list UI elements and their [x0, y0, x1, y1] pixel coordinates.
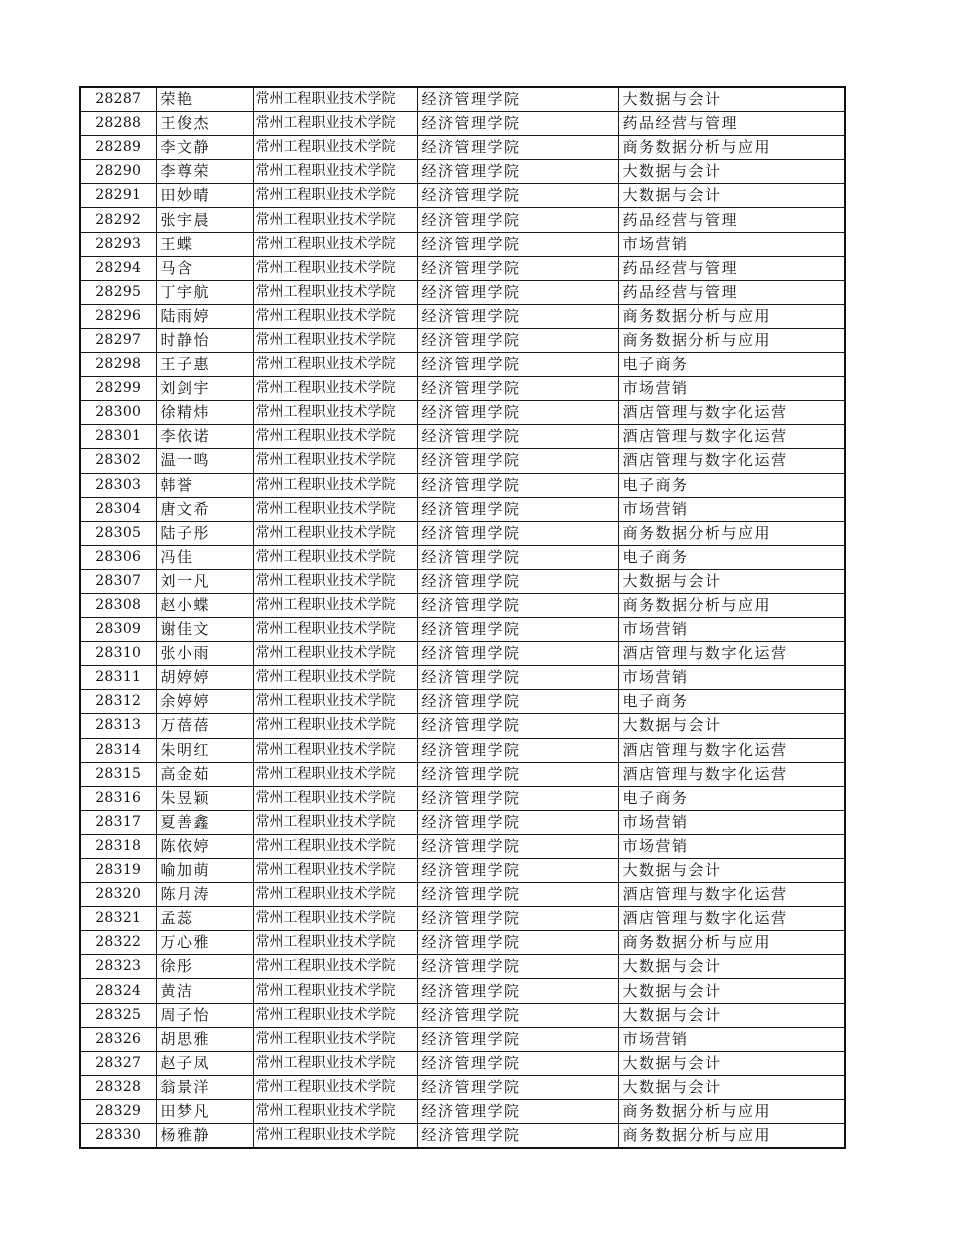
- college-cell: 经济管理学院: [417, 642, 618, 666]
- school-cell: 常州工程职业技术学院: [253, 1124, 417, 1149]
- college-cell: 经济管理学院: [417, 449, 618, 473]
- school-cell: 常州工程职业技术学院: [253, 304, 417, 328]
- college-cell: 经济管理学院: [417, 377, 618, 401]
- college-cell: 经济管理学院: [417, 593, 618, 617]
- school-cell: 常州工程职业技术学院: [253, 160, 417, 184]
- student-name-cell: 王俊杰: [156, 112, 253, 136]
- major-cell: 酒店管理与数字化运营: [618, 762, 845, 786]
- student-list-body: [80, 87, 845, 1148]
- school-cell: 常州工程职业技术学院: [253, 1051, 417, 1075]
- table-row: [80, 642, 845, 666]
- table-row: [80, 473, 845, 497]
- record-number-cell: 28320: [80, 883, 156, 907]
- table-row: [80, 1075, 845, 1099]
- table-row: [80, 328, 845, 352]
- college-cell: 经济管理学院: [417, 521, 618, 545]
- table-row: [80, 112, 845, 136]
- school-cell: 常州工程职业技术学院: [253, 401, 417, 425]
- student-name-cell: 时静怡: [156, 328, 253, 352]
- student-name-cell: 徐精炜: [156, 401, 253, 425]
- student-name-cell: 朱明红: [156, 738, 253, 762]
- school-cell: 常州工程职业技术学院: [253, 208, 417, 232]
- student-name-cell: 张宇晨: [156, 208, 253, 232]
- college-cell: 经济管理学院: [417, 979, 618, 1003]
- student-name-cell: 夏善鑫: [156, 810, 253, 834]
- college-cell: 经济管理学院: [417, 810, 618, 834]
- college-cell: 经济管理学院: [417, 304, 618, 328]
- school-cell: 常州工程职业技术学院: [253, 425, 417, 449]
- student-name-cell: 胡婷婷: [156, 666, 253, 690]
- college-cell: 经济管理学院: [417, 136, 618, 160]
- major-cell: 大数据与会计: [618, 714, 845, 738]
- record-number-cell: 28307: [80, 569, 156, 593]
- college-cell: 经济管理学院: [417, 256, 618, 280]
- record-number-cell: 28288: [80, 112, 156, 136]
- record-number-cell: 28295: [80, 280, 156, 304]
- major-cell: 大数据与会计: [618, 87, 845, 112]
- student-name-cell: 丁宇航: [156, 280, 253, 304]
- school-cell: 常州工程职业技术学院: [253, 473, 417, 497]
- school-cell: 常州工程职业技术学院: [253, 1027, 417, 1051]
- student-name-cell: 杨雅静: [156, 1124, 253, 1149]
- table-row: [80, 377, 845, 401]
- record-number-cell: 28287: [80, 87, 156, 112]
- school-cell: 常州工程职业技术学院: [253, 834, 417, 858]
- table-row: [80, 1051, 845, 1075]
- school-cell: 常州工程职业技术学院: [253, 1003, 417, 1027]
- table-row: [80, 834, 845, 858]
- table-row: [80, 184, 845, 208]
- major-cell: 药品经营与管理: [618, 112, 845, 136]
- student-name-cell: 田妙晴: [156, 184, 253, 208]
- college-cell: 经济管理学院: [417, 425, 618, 449]
- table-row: [80, 160, 845, 184]
- student-name-cell: 孟蕊: [156, 907, 253, 931]
- college-cell: 经济管理学院: [417, 401, 618, 425]
- college-cell: 经济管理学院: [417, 353, 618, 377]
- student-name-cell: 胡思雅: [156, 1027, 253, 1051]
- student-name-cell: 高金茹: [156, 762, 253, 786]
- major-cell: 大数据与会计: [618, 160, 845, 184]
- major-cell: 药品经营与管理: [618, 256, 845, 280]
- record-number-cell: 28318: [80, 834, 156, 858]
- major-cell: 电子商务: [618, 690, 845, 714]
- student-name-cell: 周子怡: [156, 1003, 253, 1027]
- major-cell: 商务数据分析与应用: [618, 136, 845, 160]
- school-cell: 常州工程职业技术学院: [253, 328, 417, 352]
- table-row: [80, 979, 845, 1003]
- major-cell: 市场营销: [618, 497, 845, 521]
- major-cell: 大数据与会计: [618, 569, 845, 593]
- student-name-cell: 余婷婷: [156, 690, 253, 714]
- student-name-cell: 陈月涛: [156, 883, 253, 907]
- major-cell: 市场营销: [618, 618, 845, 642]
- student-name-cell: 田梦凡: [156, 1099, 253, 1123]
- record-number-cell: 28327: [80, 1051, 156, 1075]
- student-name-cell: 李依诺: [156, 425, 253, 449]
- table-row: [80, 401, 845, 425]
- table-row: [80, 425, 845, 449]
- college-cell: 经济管理学院: [417, 714, 618, 738]
- school-cell: 常州工程职业技术学院: [253, 738, 417, 762]
- record-number-cell: 28316: [80, 786, 156, 810]
- student-name-cell: 陆子彤: [156, 521, 253, 545]
- college-cell: 经济管理学院: [417, 1075, 618, 1099]
- school-cell: 常州工程职业技术学院: [253, 907, 417, 931]
- student-name-cell: 喻加萌: [156, 859, 253, 883]
- record-number-cell: 28323: [80, 955, 156, 979]
- table-row: [80, 497, 845, 521]
- school-cell: 常州工程职业技术学院: [253, 666, 417, 690]
- major-cell: 大数据与会计: [618, 979, 845, 1003]
- student-name-cell: 刘剑宇: [156, 377, 253, 401]
- student-name-cell: 徐彤: [156, 955, 253, 979]
- major-cell: 商务数据分析与应用: [618, 1099, 845, 1123]
- college-cell: 经济管理学院: [417, 87, 618, 112]
- major-cell: 市场营销: [618, 232, 845, 256]
- record-number-cell: 28303: [80, 473, 156, 497]
- college-cell: 经济管理学院: [417, 1027, 618, 1051]
- table-row: [80, 762, 845, 786]
- college-cell: 经济管理学院: [417, 955, 618, 979]
- college-cell: 经济管理学院: [417, 280, 618, 304]
- table-row: [80, 1124, 845, 1149]
- table-row: [80, 931, 845, 955]
- major-cell: 市场营销: [618, 1027, 845, 1051]
- school-cell: 常州工程职业技术学院: [253, 136, 417, 160]
- student-name-cell: 赵子凤: [156, 1051, 253, 1075]
- school-cell: 常州工程职业技术学院: [253, 521, 417, 545]
- student-name-cell: 黄洁: [156, 979, 253, 1003]
- record-number-cell: 28319: [80, 859, 156, 883]
- table-row: [80, 859, 845, 883]
- student-name-cell: 陆雨婷: [156, 304, 253, 328]
- record-number-cell: 28328: [80, 1075, 156, 1099]
- major-cell: 酒店管理与数字化运营: [618, 642, 845, 666]
- school-cell: 常州工程职业技术学院: [253, 593, 417, 617]
- college-cell: 经济管理学院: [417, 786, 618, 810]
- major-cell: 市场营销: [618, 666, 845, 690]
- table-row: [80, 304, 845, 328]
- student-name-cell: 荣艳: [156, 87, 253, 112]
- record-number-cell: 28308: [80, 593, 156, 617]
- college-cell: 经济管理学院: [417, 618, 618, 642]
- school-cell: 常州工程职业技术学院: [253, 353, 417, 377]
- major-cell: 市场营销: [618, 810, 845, 834]
- school-cell: 常州工程职业技术学院: [253, 497, 417, 521]
- record-number-cell: 28329: [80, 1099, 156, 1123]
- table-row: [80, 786, 845, 810]
- college-cell: 经济管理学院: [417, 690, 618, 714]
- major-cell: 大数据与会计: [618, 1075, 845, 1099]
- student-name-cell: 朱昱颖: [156, 786, 253, 810]
- record-number-cell: 28302: [80, 449, 156, 473]
- college-cell: 经济管理学院: [417, 160, 618, 184]
- school-cell: 常州工程职业技术学院: [253, 232, 417, 256]
- table-row: [80, 449, 845, 473]
- major-cell: 大数据与会计: [618, 955, 845, 979]
- student-name-cell: 翁景洋: [156, 1075, 253, 1099]
- major-cell: 酒店管理与数字化运营: [618, 425, 845, 449]
- record-number-cell: 28294: [80, 256, 156, 280]
- record-number-cell: 28296: [80, 304, 156, 328]
- major-cell: 市场营销: [618, 834, 845, 858]
- college-cell: 经济管理学院: [417, 666, 618, 690]
- college-cell: 经济管理学院: [417, 859, 618, 883]
- record-number-cell: 28299: [80, 377, 156, 401]
- college-cell: 经济管理学院: [417, 1003, 618, 1027]
- school-cell: 常州工程职业技术学院: [253, 931, 417, 955]
- college-cell: 经济管理学院: [417, 569, 618, 593]
- record-number-cell: 28293: [80, 232, 156, 256]
- table-row: [80, 714, 845, 738]
- major-cell: 电子商务: [618, 353, 845, 377]
- table-row: [80, 955, 845, 979]
- college-cell: 经济管理学院: [417, 232, 618, 256]
- student-name-cell: 陈依婷: [156, 834, 253, 858]
- student-name-cell: 韩誉: [156, 473, 253, 497]
- school-cell: 常州工程职业技术学院: [253, 545, 417, 569]
- school-cell: 常州工程职业技术学院: [253, 1075, 417, 1099]
- student-name-cell: 万蓓蓓: [156, 714, 253, 738]
- college-cell: 经济管理学院: [417, 208, 618, 232]
- school-cell: 常州工程职业技术学院: [253, 955, 417, 979]
- record-number-cell: 28330: [80, 1124, 156, 1149]
- record-number-cell: 28313: [80, 714, 156, 738]
- table-row: [80, 1099, 845, 1123]
- college-cell: 经济管理学院: [417, 1099, 618, 1123]
- student-name-cell: 李尊荣: [156, 160, 253, 184]
- college-cell: 经济管理学院: [417, 112, 618, 136]
- record-number-cell: 28315: [80, 762, 156, 786]
- school-cell: 常州工程职业技术学院: [253, 377, 417, 401]
- table-row: [80, 907, 845, 931]
- table-row: [80, 232, 845, 256]
- school-cell: 常州工程职业技术学院: [253, 762, 417, 786]
- student-name-cell: 冯佳: [156, 545, 253, 569]
- record-number-cell: 28297: [80, 328, 156, 352]
- table-row: [80, 256, 845, 280]
- major-cell: 市场营销: [618, 377, 845, 401]
- record-number-cell: 28301: [80, 425, 156, 449]
- record-number-cell: 28312: [80, 690, 156, 714]
- major-cell: 药品经营与管理: [618, 280, 845, 304]
- record-number-cell: 28298: [80, 353, 156, 377]
- table-row: [80, 545, 845, 569]
- major-cell: 电子商务: [618, 473, 845, 497]
- major-cell: 商务数据分析与应用: [618, 1124, 845, 1149]
- school-cell: 常州工程职业技术学院: [253, 618, 417, 642]
- record-number-cell: 28321: [80, 907, 156, 931]
- college-cell: 经济管理学院: [417, 907, 618, 931]
- record-number-cell: 28310: [80, 642, 156, 666]
- major-cell: 酒店管理与数字化运营: [618, 907, 845, 931]
- major-cell: 电子商务: [618, 545, 845, 569]
- college-cell: 经济管理学院: [417, 473, 618, 497]
- record-number-cell: 28325: [80, 1003, 156, 1027]
- record-number-cell: 28311: [80, 666, 156, 690]
- school-cell: 常州工程职业技术学院: [253, 256, 417, 280]
- college-cell: 经济管理学院: [417, 1051, 618, 1075]
- college-cell: 经济管理学院: [417, 762, 618, 786]
- table-row: [80, 208, 845, 232]
- school-cell: 常州工程职业技术学院: [253, 449, 417, 473]
- record-number-cell: 28322: [80, 931, 156, 955]
- record-number-cell: 28290: [80, 160, 156, 184]
- college-cell: 经济管理学院: [417, 883, 618, 907]
- school-cell: 常州工程职业技术学院: [253, 642, 417, 666]
- record-number-cell: 28289: [80, 136, 156, 160]
- student-name-cell: 李文静: [156, 136, 253, 160]
- student-name-cell: 温一鸣: [156, 449, 253, 473]
- major-cell: 酒店管理与数字化运营: [618, 401, 845, 425]
- major-cell: 商务数据分析与应用: [618, 931, 845, 955]
- school-cell: 常州工程职业技术学院: [253, 810, 417, 834]
- school-cell: 常州工程职业技术学院: [253, 859, 417, 883]
- student-name-cell: 万心雅: [156, 931, 253, 955]
- table-row: [80, 1003, 845, 1027]
- school-cell: 常州工程职业技术学院: [253, 280, 417, 304]
- major-cell: 大数据与会计: [618, 1051, 845, 1075]
- table-row: [80, 810, 845, 834]
- major-cell: 商务数据分析与应用: [618, 593, 845, 617]
- major-cell: 商务数据分析与应用: [618, 521, 845, 545]
- college-cell: 经济管理学院: [417, 328, 618, 352]
- college-cell: 经济管理学院: [417, 931, 618, 955]
- student-name-cell: 赵小蝶: [156, 593, 253, 617]
- school-cell: 常州工程职业技术学院: [253, 112, 417, 136]
- college-cell: 经济管理学院: [417, 497, 618, 521]
- table-row: [80, 690, 845, 714]
- table-row: [80, 593, 845, 617]
- record-number-cell: 28300: [80, 401, 156, 425]
- college-cell: 经济管理学院: [417, 834, 618, 858]
- school-cell: 常州工程职业技术学院: [253, 690, 417, 714]
- school-cell: 常州工程职业技术学院: [253, 87, 417, 112]
- table-row: [80, 280, 845, 304]
- major-cell: 大数据与会计: [618, 1003, 845, 1027]
- major-cell: 电子商务: [618, 786, 845, 810]
- record-number-cell: 28291: [80, 184, 156, 208]
- school-cell: 常州工程职业技术学院: [253, 883, 417, 907]
- major-cell: 酒店管理与数字化运营: [618, 883, 845, 907]
- school-cell: 常州工程职业技术学院: [253, 979, 417, 1003]
- school-cell: 常州工程职业技术学院: [253, 786, 417, 810]
- student-name-cell: 马含: [156, 256, 253, 280]
- record-number-cell: 28314: [80, 738, 156, 762]
- college-cell: 经济管理学院: [417, 184, 618, 208]
- major-cell: 商务数据分析与应用: [618, 328, 845, 352]
- major-cell: 酒店管理与数字化运营: [618, 449, 845, 473]
- major-cell: 大数据与会计: [618, 859, 845, 883]
- major-cell: 商务数据分析与应用: [618, 304, 845, 328]
- record-number-cell: 28292: [80, 208, 156, 232]
- record-number-cell: 28317: [80, 810, 156, 834]
- record-number-cell: 28326: [80, 1027, 156, 1051]
- record-number-cell: 28305: [80, 521, 156, 545]
- table-row: [80, 136, 845, 160]
- school-cell: 常州工程职业技术学院: [253, 184, 417, 208]
- record-number-cell: 28304: [80, 497, 156, 521]
- table-row: [80, 618, 845, 642]
- school-cell: 常州工程职业技术学院: [253, 1099, 417, 1123]
- student-name-cell: 唐文希: [156, 497, 253, 521]
- table-row: [80, 569, 845, 593]
- table-row: [80, 1027, 845, 1051]
- table-row: [80, 521, 845, 545]
- student-name-cell: 王蝶: [156, 232, 253, 256]
- college-cell: 经济管理学院: [417, 545, 618, 569]
- school-cell: 常州工程职业技术学院: [253, 569, 417, 593]
- record-number-cell: 28324: [80, 979, 156, 1003]
- table-row: [80, 883, 845, 907]
- student-name-cell: 张小雨: [156, 642, 253, 666]
- table-row: [80, 738, 845, 762]
- major-cell: 大数据与会计: [618, 184, 845, 208]
- school-cell: 常州工程职业技术学院: [253, 714, 417, 738]
- student-name-cell: 王子惠: [156, 353, 253, 377]
- table-row: [80, 353, 845, 377]
- student-name-cell: 刘一凡: [156, 569, 253, 593]
- student-name-cell: 谢佳文: [156, 618, 253, 642]
- student-list-table: [79, 86, 846, 1149]
- college-cell: 经济管理学院: [417, 1124, 618, 1149]
- table-row: [80, 666, 845, 690]
- table-row: [80, 87, 845, 112]
- college-cell: 经济管理学院: [417, 738, 618, 762]
- record-number-cell: 28309: [80, 618, 156, 642]
- major-cell: 酒店管理与数字化运营: [618, 738, 845, 762]
- record-number-cell: 28306: [80, 545, 156, 569]
- major-cell: 药品经营与管理: [618, 208, 845, 232]
